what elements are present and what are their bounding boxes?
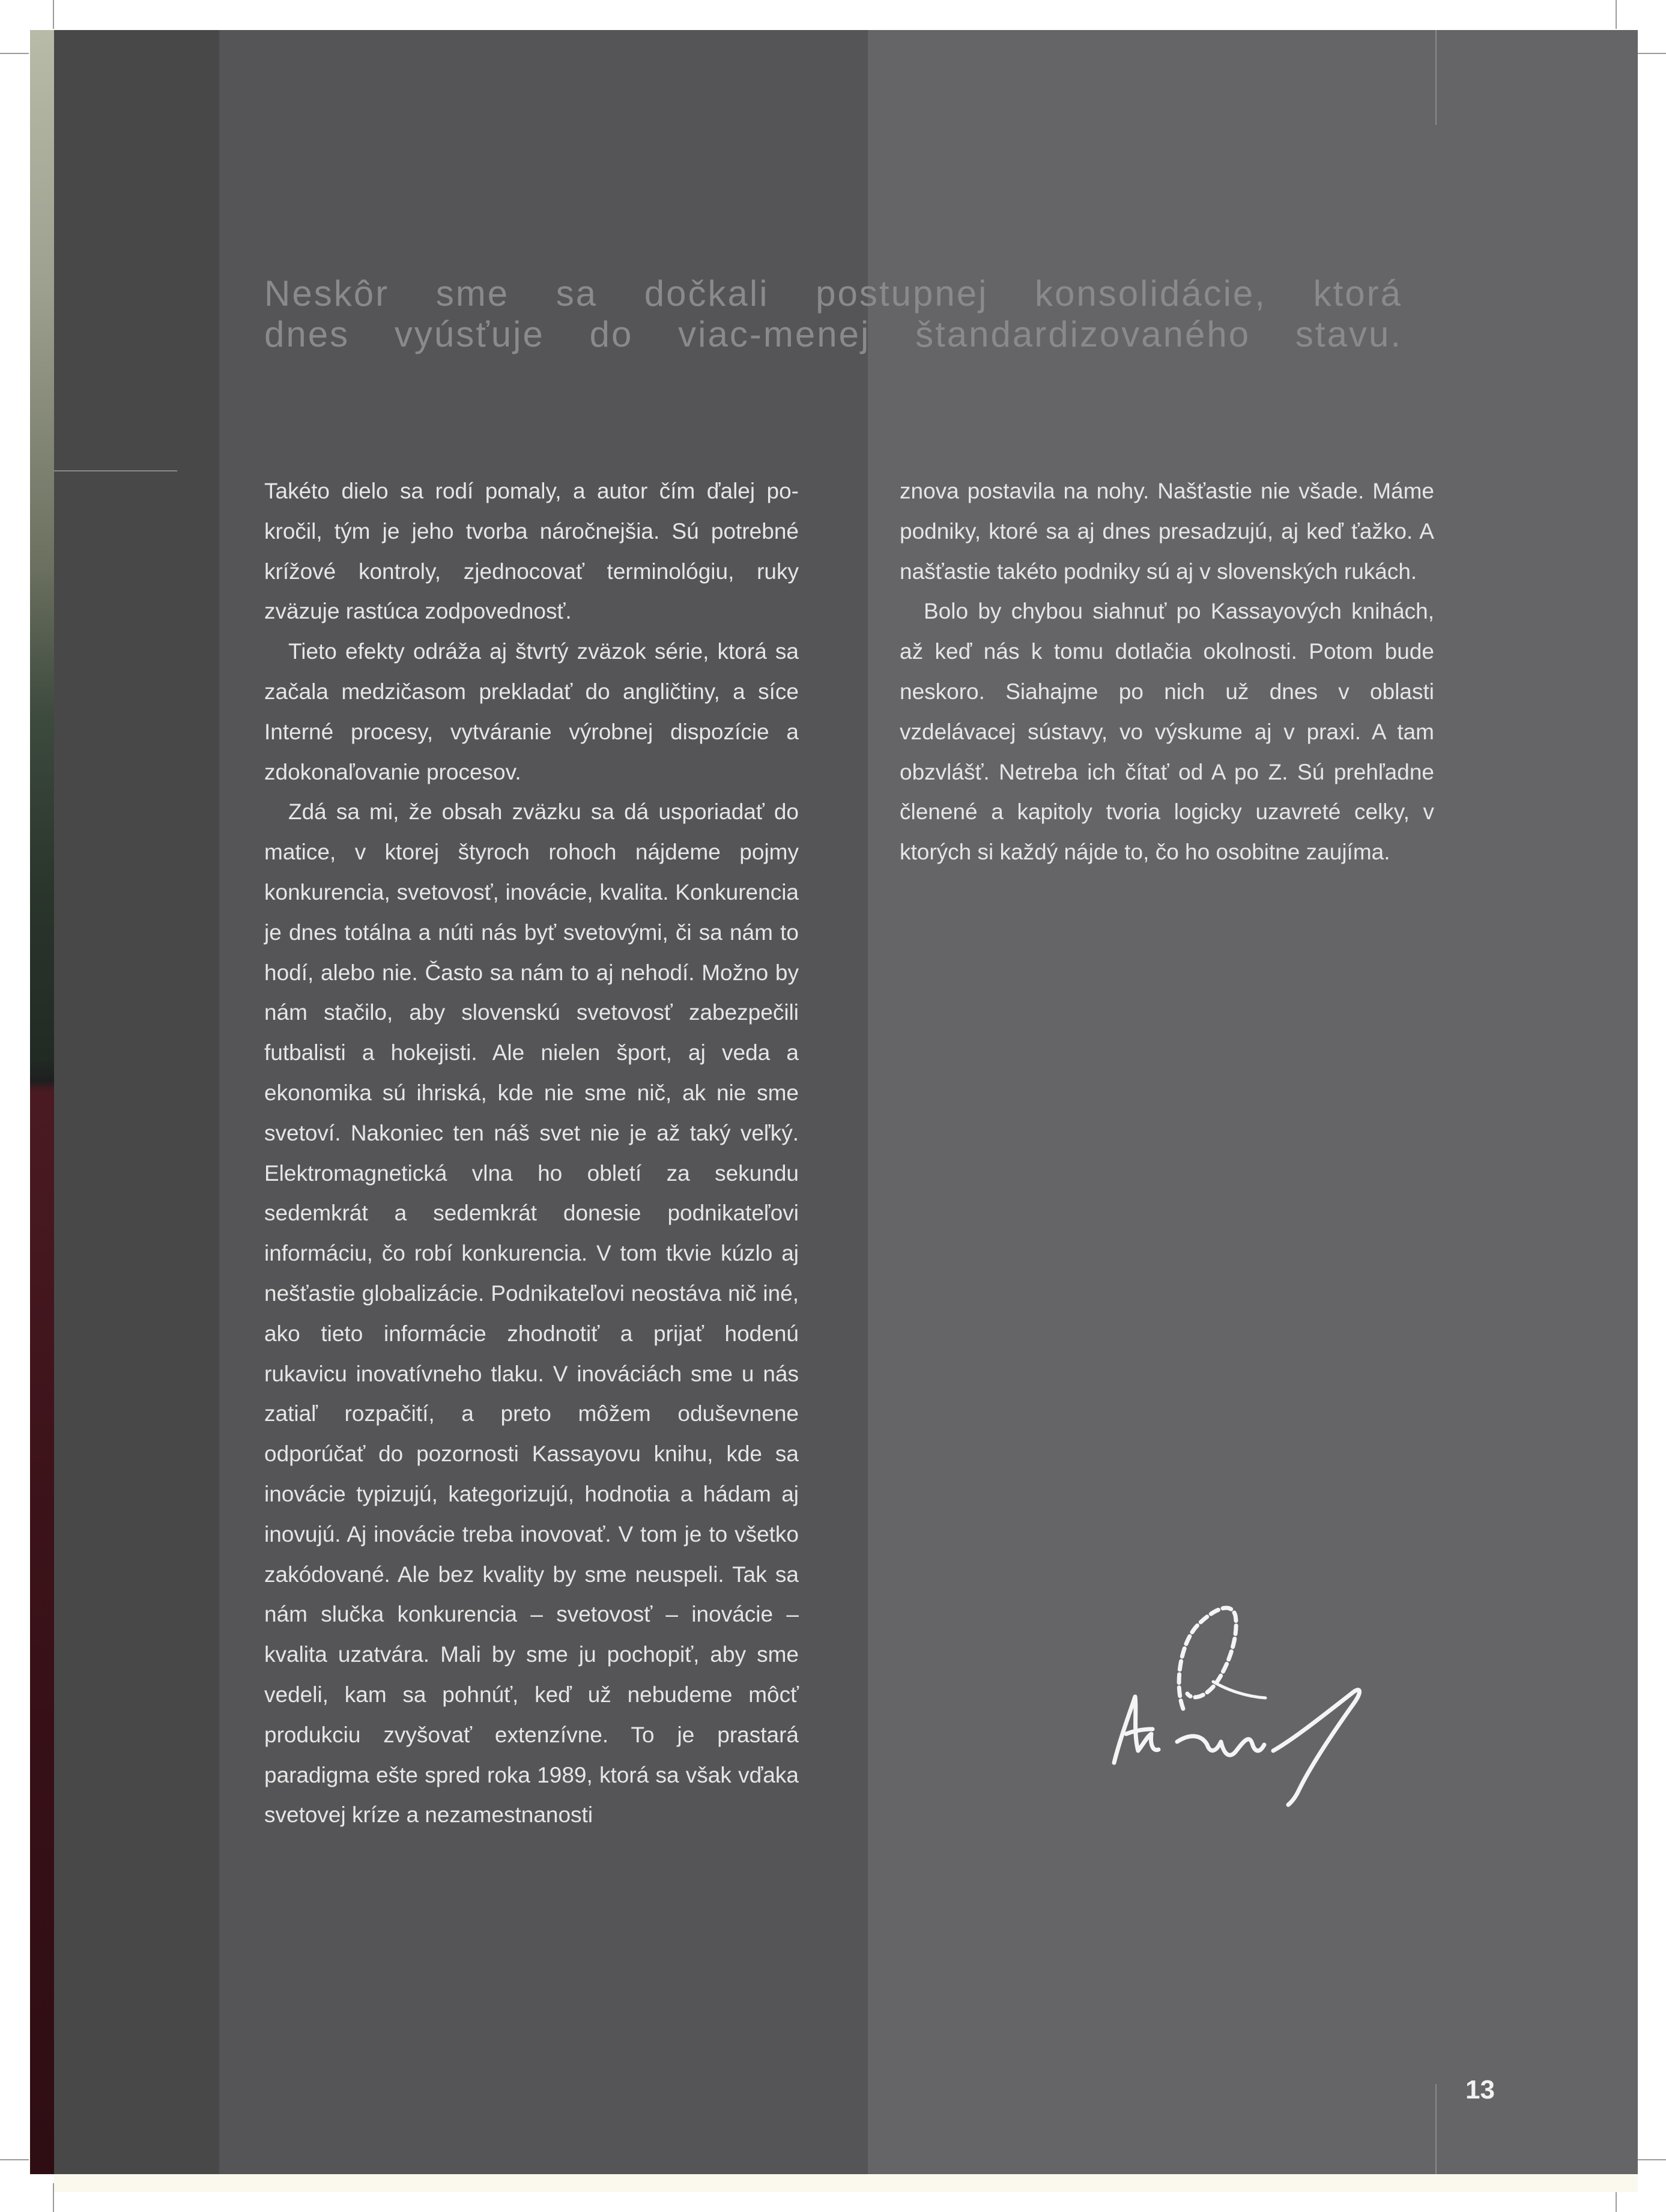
crop-mark-top-right-v <box>1616 0 1617 29</box>
background-band-dark <box>54 30 219 2174</box>
crop-mark-top-right-h <box>1637 53 1666 54</box>
spine-photo-strip <box>30 30 54 2174</box>
headline <box>264 273 1402 355</box>
crop-mark-bottom-left-h <box>0 2159 29 2160</box>
headline-line-2: dnes vyúsťuje do viac-menej štandardizovaného stavu. <box>264 314 1402 354</box>
rule-left-horizontal <box>54 470 177 471</box>
crop-mark-top-left-h <box>0 53 29 54</box>
bottom-paper-strip <box>54 2174 1638 2192</box>
right-paragraph-1: znova postavila na nohy. Našťastie nie všade. Máme podniky, ktoré sa aj dnes presadzujú, aj keď ťažko. A našťastie takéto podniky sú aj v slovenských rukách. <box>900 479 1434 584</box>
left-text-column <box>264 471 799 1835</box>
crop-mark-top-left-v <box>53 0 54 29</box>
crop-mark-bottom-right-h <box>1637 2159 1666 2160</box>
headline-line-1: Neskôr sme sa dočkali postupnej konsolidácie, ktorá <box>264 273 1402 314</box>
left-paragraph-3: Zdá sa mi, že obsah zväzku sa dá usporiadať do matice, v ktorej štyroch rohoch nájdeme pojmy konkurencia, svetovosť, inovácie, kvalita. Konkurencia je dnes totálna a núti nás byť svetovými, či sa nám to hodí, alebo nie. Často sa nám to aj nehodí. Možno by nám stačilo, aby slovenskú svetovosť zabezpečili futbalisti a hokejisti. Ale nielen šport, aj veda a ekonomika sú ihriská, kde nie sme nič, ak nie sme svetoví. Nakoniec ten náš svet nie je až taký veľký. Elektromagnetická vlna ho obletí za sekundu sedemkrát a sedemkrát donesie podnikateľovi informáciu, čo robí konkurencia. V tom tkvie kúzlo aj nešťastie globalizácie. Podnikateľovi neostáva nič iné, ako tieto informácie zhodnotiť a prijať hodenú rukavicu inovatívneho tlaku. V inováciách sme u nás zatiaľ rozpačití, a preto môžem oduševnene odporúčať do pozornosti Kassayovu knihu, kde sa inovácie typizujú, kategorizujú, hodnotia a hádam aj inovujú. Aj inovácie treba inovovať. V tom je to všetko zakódované. Ale bez kvality by sme neuspeli. Tak sa nám slučka konkurencia – svetovosť – inovácie – kvalita uzatvára. Mali by sme ju pochopiť, aby sme vedeli, kam sa pohnúť, keď už nebudeme môcť produkciu zvyšovať extenzívne. To je prastará paradigma ešte spred roka 1989, ktorá sa však vďaka svetovej kríze a nezamestnanosti <box>264 799 799 1828</box>
rule-bottom-right-vertical <box>1435 2084 1437 2174</box>
left-paragraph-2: Tieto efekty odráža aj štvrtý zväzok série, ktorá sa začala medzičasom prekladať do angličtiny, a síce Interné procesy, vytváranie výrobnej dispozície a zdokonaľovanie procesov. <box>264 639 799 784</box>
right-text-column <box>900 471 1434 873</box>
right-paragraph-2: Bolo by chybou siahnuť po Kassayových knihách, až keď nás k tomu dotlačia okolnosti. Potom bude neskoro. Siahajme po nich už dnes v oblasti vzdelávacej sústavy, vo výskume aj v praxi. A tam obzvlášť. Netreba ich čítať od A po Z. Sú prehľadne členené a kapitoly tvoria logicky uzavreté celky, v ktorých si každý nájde to, čo ho osobitne zaujíma. <box>900 599 1434 865</box>
handwritten-signature <box>1108 1595 1402 1817</box>
rule-top-right-vertical <box>1435 30 1437 125</box>
page-number: 13 <box>1465 2075 1495 2104</box>
left-paragraph-1: Takéto dielo sa rodí pomaly, a autor čím ďalej pokročil, tým je jeho tvorba náročnejšia. Sú potrebné krížové kontroly, zjednocovať terminológiu, ruky zväzuje rastúca zodpovednosť. <box>264 479 799 624</box>
